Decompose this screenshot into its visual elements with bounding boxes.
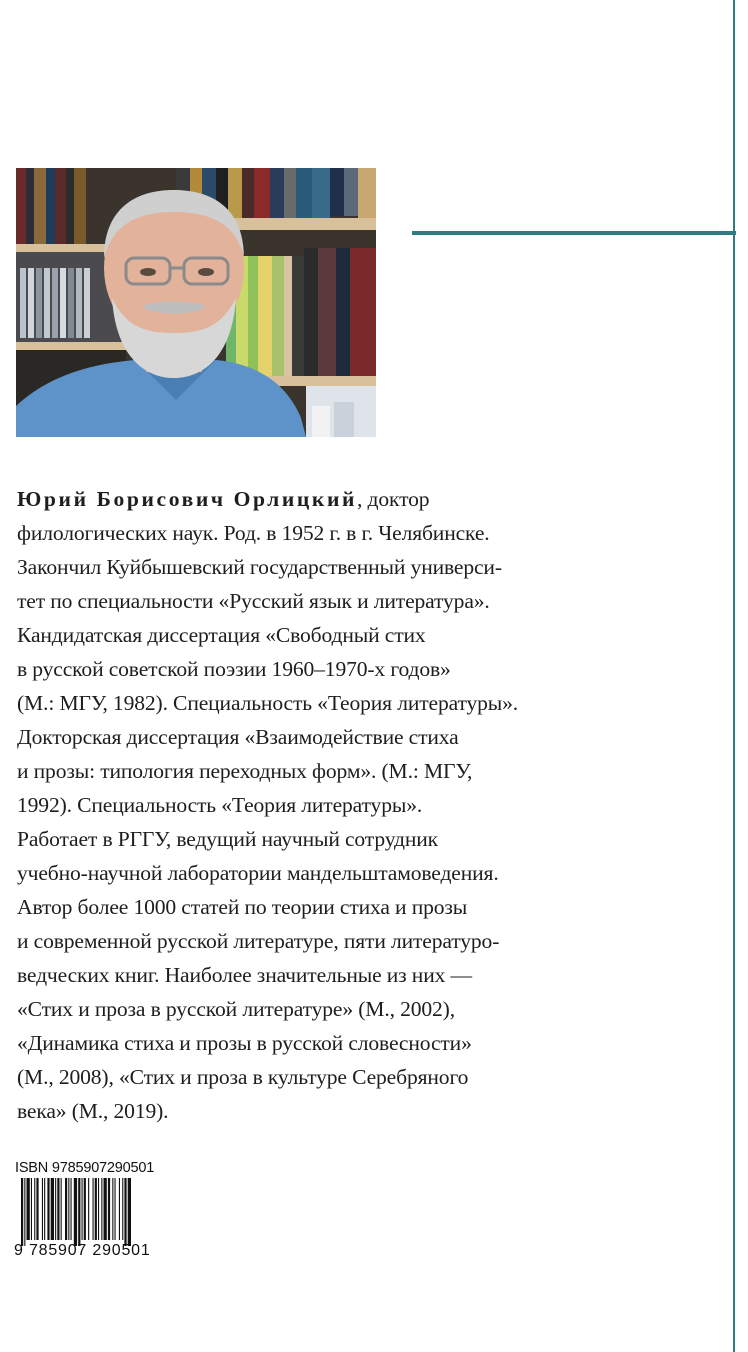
bio-line: (М.: МГУ, 1982). Специальность «Теория литературы». bbox=[17, 691, 519, 715]
barcode-bar bbox=[93, 1178, 94, 1240]
barcode-bar bbox=[112, 1178, 113, 1240]
barcode-bar bbox=[27, 1178, 30, 1240]
barcode-bar bbox=[78, 1178, 80, 1246]
barcode-bar bbox=[42, 1178, 43, 1240]
bio-line: в русской советской поэзии 1960–1970-х годов» bbox=[17, 657, 451, 681]
barcode-bar bbox=[34, 1178, 35, 1240]
barcode-bar bbox=[21, 1178, 23, 1246]
bio-first-line bbox=[17, 482, 562, 516]
barcode-bar bbox=[51, 1178, 54, 1240]
bio-line: 1992). Специальность «Теория литературы». bbox=[17, 793, 423, 817]
barcode-bar bbox=[61, 1178, 62, 1240]
accent-rule bbox=[412, 231, 736, 235]
barcode-bar bbox=[36, 1178, 38, 1240]
barcode-bar bbox=[24, 1178, 25, 1246]
bio-line: «Стих и проза в русской литературе» (М., 2002), bbox=[17, 997, 455, 1021]
author-name-suffix: , доктор bbox=[357, 487, 430, 511]
barcode-bar bbox=[122, 1178, 123, 1240]
bio-line: Закончил Куйбышевский государственный универси- bbox=[17, 555, 502, 579]
barcode-bar bbox=[98, 1178, 99, 1240]
barcode bbox=[13, 1178, 163, 1246]
barcode-bar bbox=[88, 1178, 89, 1240]
author-photo bbox=[16, 168, 376, 437]
barcode-bar bbox=[104, 1178, 107, 1240]
barcode-bar bbox=[119, 1178, 120, 1240]
isbn-block bbox=[13, 1160, 173, 1270]
bio-line: тет по специальности «Русский язык и литература». bbox=[17, 589, 490, 613]
barcode-bar bbox=[47, 1178, 49, 1240]
bio-line: и прозы: типология переходных форм». (М.: МГУ, bbox=[17, 759, 473, 783]
author-bio bbox=[17, 482, 562, 1128]
barcode-bar bbox=[115, 1178, 116, 1240]
bio-line: и современной русской литературе, пяти литературо- bbox=[17, 929, 500, 953]
bio-line: Докторская диссертация «Взаимодействие стиха bbox=[17, 725, 459, 749]
barcode-bar bbox=[124, 1178, 126, 1246]
barcode-bar bbox=[71, 1178, 72, 1240]
barcode-bar bbox=[68, 1178, 69, 1240]
bio-line: Кандидатская диссертация «Свободный стих bbox=[17, 623, 426, 647]
isbn-digits: 9 785907 290501 bbox=[14, 1242, 151, 1259]
barcode-bar bbox=[108, 1178, 110, 1240]
barcode-bar bbox=[128, 1178, 131, 1246]
barcode-bar bbox=[84, 1178, 86, 1240]
barcode-bar bbox=[31, 1178, 32, 1240]
bio-line: ведческих книг. Наиболее значительные из них — bbox=[17, 963, 472, 987]
barcode-bar bbox=[74, 1178, 77, 1246]
author-name: Юрий Борисович Орлицкий bbox=[17, 487, 358, 511]
barcode-bar bbox=[95, 1178, 97, 1240]
isbn-label: ISBN 9785907290501 bbox=[15, 1160, 155, 1176]
bio-line: «Динамика стиха и прозы в русской словесности» bbox=[17, 1031, 472, 1055]
bio-line: века» (М., 2019). bbox=[17, 1099, 169, 1123]
bio-line: учебно-научной лаборатории мандельштамоведения. bbox=[17, 861, 499, 885]
spine-line bbox=[733, 0, 735, 1352]
bio-line: Работает в РГГУ, ведущий научный сотрудник bbox=[17, 827, 438, 851]
barcode-bar bbox=[101, 1178, 102, 1240]
barcode-bar bbox=[82, 1178, 83, 1240]
bio-line: Автор более 1000 статей по теории стиха и прозы bbox=[17, 895, 468, 919]
bio-line: (М., 2008), «Стих и проза в культуре Серебряного bbox=[17, 1065, 469, 1089]
barcode-bar bbox=[57, 1178, 59, 1240]
barcode-bar bbox=[65, 1178, 67, 1240]
barcode-bar bbox=[55, 1178, 56, 1240]
bio-line: филологических наук. Род. в 1952 г. в г. Челябинске. bbox=[17, 521, 490, 545]
barcode-bar bbox=[44, 1178, 45, 1240]
